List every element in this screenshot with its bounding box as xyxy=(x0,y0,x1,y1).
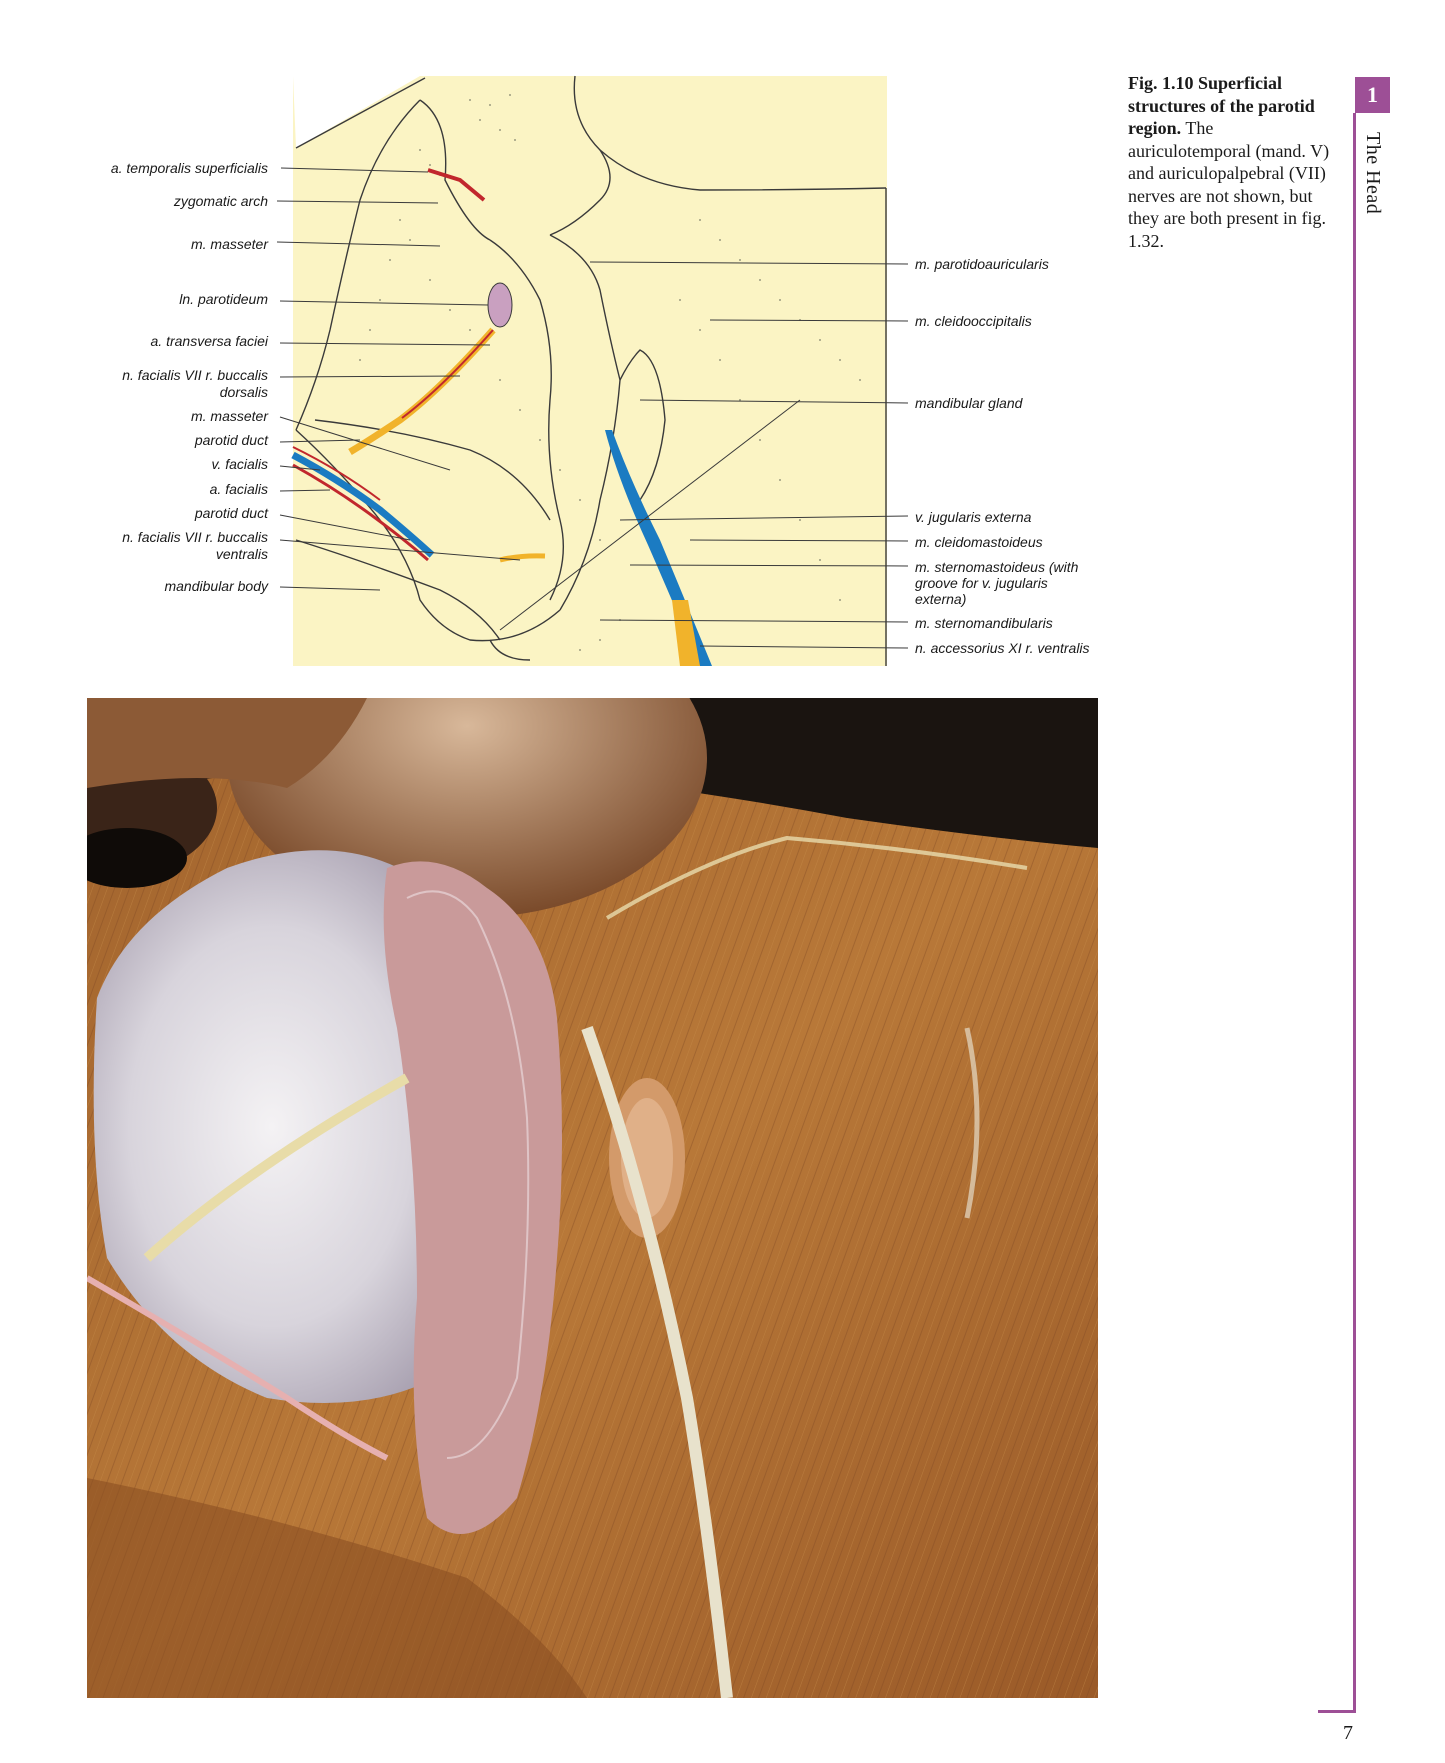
label-parotid-duct-2: parotid duct xyxy=(194,505,268,521)
label-temporalis-superficialis: a. temporalis superficialis xyxy=(110,160,268,176)
label-parotidoauricularis: m. parotidoauricularis xyxy=(915,256,1049,272)
label-sternomastoideus: m. sternomastoideus (with groove for v. jugularis externa) xyxy=(915,559,1079,607)
figure-caption xyxy=(1128,72,1333,252)
label-ln-parotideum: ln. parotideum xyxy=(179,291,268,307)
chapter-side-rule xyxy=(1353,113,1356,1713)
label-cleidomastoideus: m. cleidomastoideus xyxy=(915,534,1043,550)
dissection-photograph xyxy=(87,698,1098,1698)
chapter-title: The Head xyxy=(1362,132,1384,215)
label-buccalis-ventralis: n. facialis VII r. buccalis ventralis xyxy=(122,529,268,562)
label-masseter-2: m. masseter xyxy=(190,408,268,424)
diagram-background xyxy=(293,76,887,666)
label-buccalis-dorsalis: n. facialis VII r. buccalis dorsalis xyxy=(122,367,268,400)
label-cleidooccipitalis: m. cleidooccipitalis xyxy=(915,313,1032,329)
label-jugularis-externa: v. jugularis externa xyxy=(915,509,1032,525)
label-mandibular-body: mandibular body xyxy=(164,578,268,594)
label-accessorius-ventralis: n. accessorius XI r. ventralis xyxy=(915,640,1090,656)
label-a-facialis: a. facialis xyxy=(209,481,268,497)
label-transversa-faciei: a. transversa faciei xyxy=(150,333,268,349)
label-zygomatic-arch: zygomatic arch xyxy=(173,193,268,209)
label-mandibular-gland: mandibular gland xyxy=(915,395,1023,411)
label-parotid-duct-1: parotid duct xyxy=(194,432,268,448)
label-masseter-1: m. masseter xyxy=(190,236,268,252)
label-v-facialis: v. facialis xyxy=(211,456,268,472)
lymph-node-parotid xyxy=(488,283,512,327)
label-sternomandibularis: m. sternomandibularis xyxy=(915,615,1053,631)
chapter-bottom-rule xyxy=(1318,1710,1356,1713)
chapter-number-badge: 1 xyxy=(1355,77,1390,113)
caption-text: The auriculotemporal (mand. V) and auriculopalpebral (VII) nerves are not shown, but they are both present in fig. 1.32. xyxy=(1128,118,1330,251)
caption-title: Fig. 1.10 Superficial structures of the parotid region. xyxy=(1128,73,1315,138)
page-number: 7 xyxy=(1343,1722,1353,1744)
